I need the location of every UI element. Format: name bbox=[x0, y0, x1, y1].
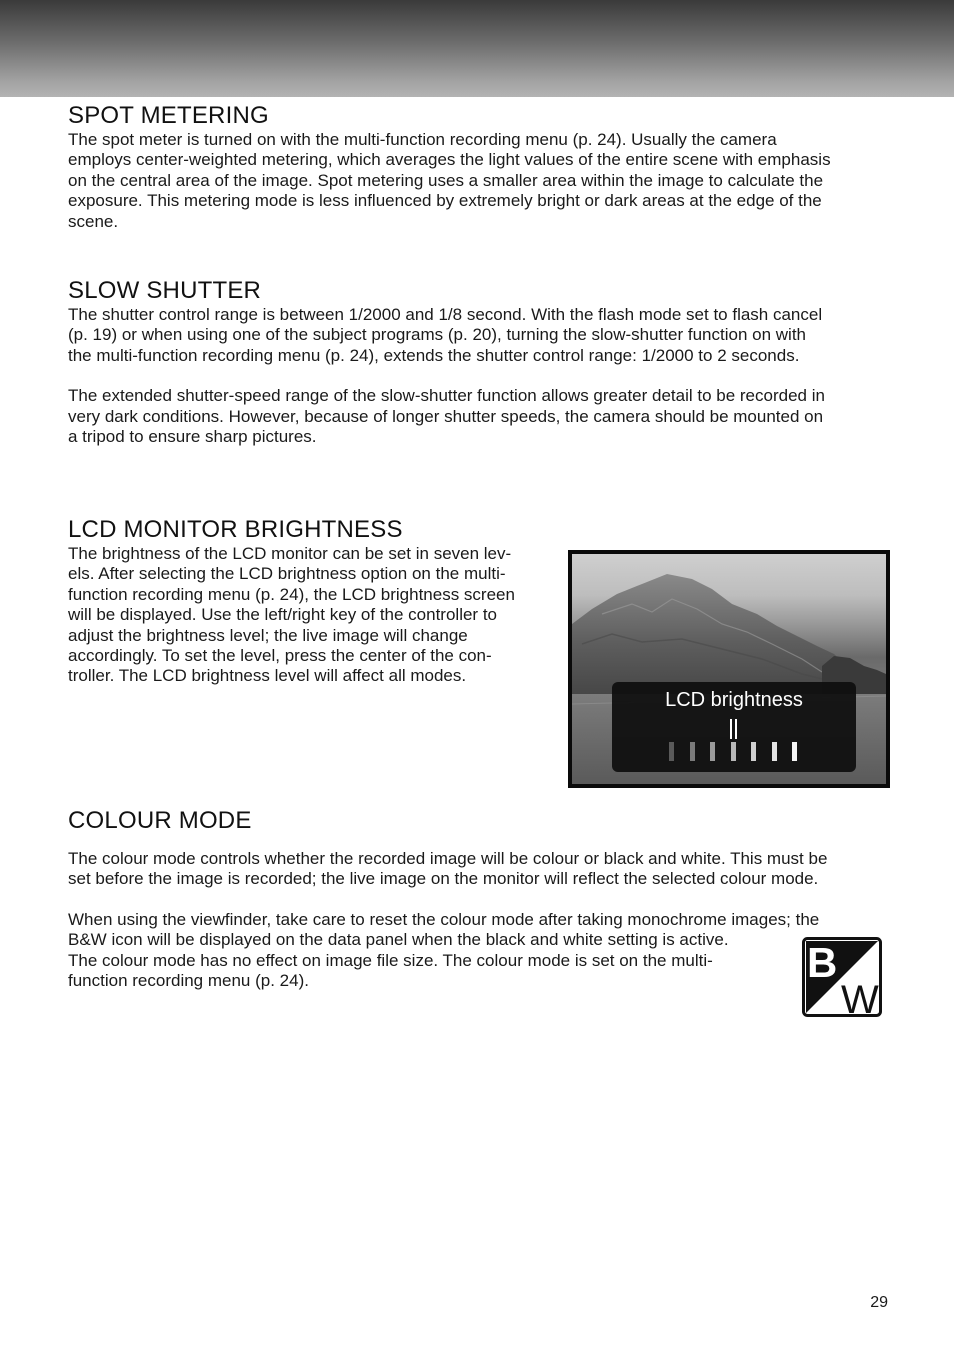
heading-slow-shutter: SLOW SHUTTER bbox=[68, 277, 262, 304]
heading-lcd-brightness: LCD MONITOR BRIGHTNESS bbox=[68, 516, 403, 543]
section-slow-shutter bbox=[68, 277, 890, 447]
page-number: 29 bbox=[870, 1294, 888, 1311]
section-colour-mode bbox=[68, 807, 890, 991]
heading-spot-metering: SPOT METERING bbox=[68, 102, 269, 129]
section-lcd-brightness bbox=[68, 516, 550, 687]
heading-gap bbox=[68, 835, 890, 849]
brightness-level-bar-1 bbox=[669, 742, 674, 761]
header-band bbox=[0, 0, 954, 97]
brightness-level-bar-6 bbox=[772, 742, 777, 761]
brightness-level-bar-2 bbox=[690, 742, 695, 761]
spot-metering-body: The spot meter is turned on with the multi-function recording menu (p. 24). Usually the camera employs center-weighted metering, which averages the light values of the entire scene with emphasis on the central area of the image. Spot metering uses a smaller area within the image to calculate the exposure. This metering mode is less influenced by extremely bright or dark areas at the edge of the scene. bbox=[68, 130, 831, 231]
bw-mode-icon bbox=[802, 937, 882, 1017]
brightness-level-bar-5 bbox=[751, 742, 756, 761]
lcd-live-image bbox=[572, 554, 886, 784]
lcd-brightness-label: LCD brightness bbox=[665, 689, 803, 711]
colour-mode-body-1: The colour mode controls whether the recorded image will be colour or black and white. This must be set before the image is recorded; the live image on the monitor will reflect the selected colour mode. bbox=[68, 849, 828, 889]
paragraph-gap bbox=[68, 890, 890, 910]
slow-shutter-body-1: The shutter control range is between 1/2000 and 1/8 second. With the flash mode set to flash cancel (p. 19) or when using one of the subject programs (p. 20), turning the slow-shutter function on with the multi-function recording menu (p. 24), extends the shutter control range: 1/2000 to 2 seconds. bbox=[68, 305, 823, 365]
paragraph-gap bbox=[68, 366, 890, 386]
selected-level-marker bbox=[730, 719, 737, 739]
slow-shutter-body-2: The extended shutter-speed range of the slow-shutter function allows greater detail to be recorded in very dark conditions. However, because of longer shutter speeds, the camera should be mounted on a tripod to ensure sharp pictures. bbox=[68, 386, 825, 447]
bw-letter-b: B bbox=[807, 939, 838, 986]
section-spot-metering bbox=[68, 102, 890, 232]
bw-letter-w: W bbox=[841, 978, 879, 1017]
brightness-level-bar-4 bbox=[731, 742, 736, 761]
lcd-brightness-body: The brightness of the LCD monitor can be set in seven lev- els. After selecting the LCD brightness option on the multi- function recording menu (p. 24), the LCD brightness screen will be displayed. Use the left/right key of the controller to adjust the brightness level; the live image will change accordingly. To set the level, press the center of the con- troller. The LCD brightness level will affect all modes. bbox=[68, 544, 515, 686]
brightness-level-bar-3 bbox=[710, 742, 715, 761]
heading-colour-mode: COLOUR MODE bbox=[68, 807, 252, 834]
brightness-level-bar-7 bbox=[792, 742, 797, 761]
lcd-brightness-screen-illustration bbox=[568, 550, 890, 788]
lcd-brightness-overlay bbox=[612, 682, 856, 772]
colour-mode-body-2: When using the viewfinder, take care to reset the colour mode after taking monochrome images; the B&W icon will be displayed on the data panel when the black and white setting is active. The colour mode has no effect on image file size. The colour mode is set on the multi- function recording menu (p. 24). bbox=[68, 909, 820, 991]
